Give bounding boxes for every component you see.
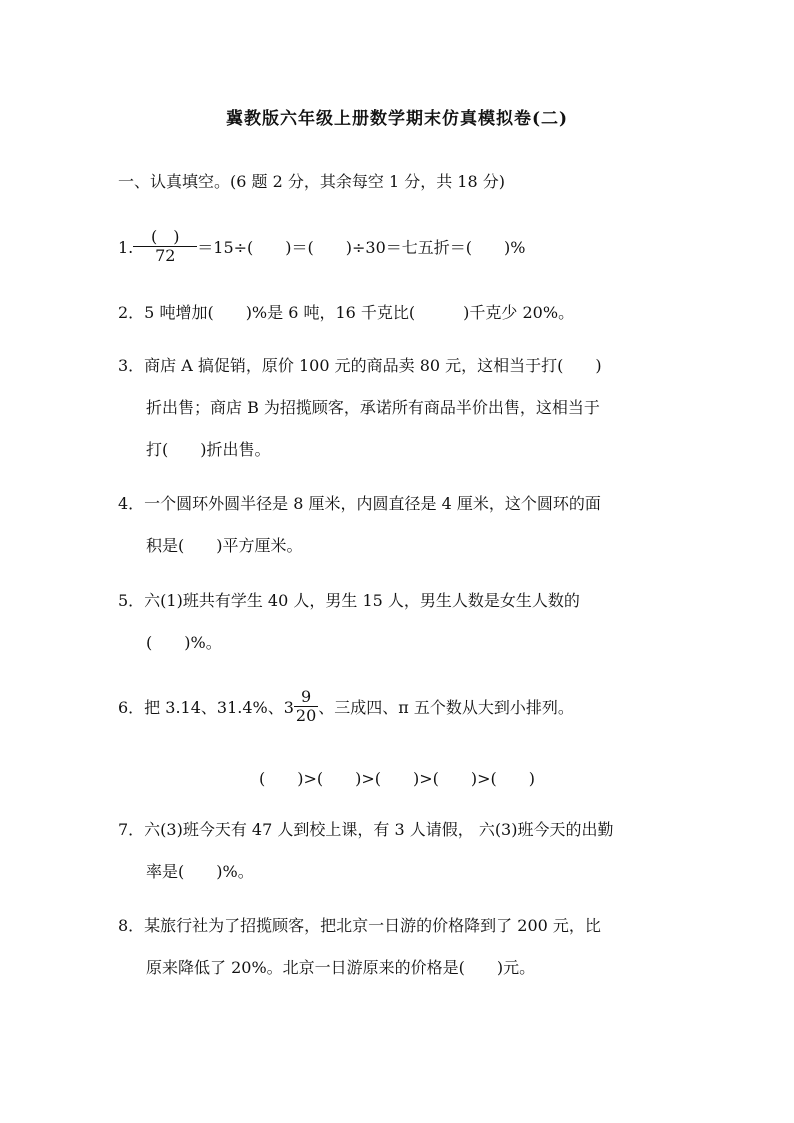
question-7-line-1: 7．六(3)班今天有 47 人到校上课，有 3 人请假， 六(3)班今天的出勤	[118, 820, 614, 839]
fraction	[294, 688, 318, 725]
fraction	[133, 228, 197, 265]
fraction-denominator: 20	[295, 706, 317, 725]
question-3-line-1: 3．商店 A 搞促销，原价 100 元的商品卖 80 元，这相当于打( )	[118, 356, 602, 375]
fraction-numerator: 9	[294, 688, 318, 707]
question-7-line-2: 率是( )%。	[146, 862, 254, 881]
question-4-line-1: 4．一个圆环外圆半径是 8 厘米，内圆直径是 4 厘米，这个圆环的面	[118, 494, 601, 513]
question-4-line-2: 积是( )平方厘米。	[146, 536, 303, 555]
question-text: 6．把 3.14、31.4%、3	[118, 698, 294, 717]
fraction-denominator: 72	[155, 246, 176, 265]
question-number: 1.	[118, 238, 134, 257]
question-1	[118, 228, 525, 268]
question-text: ＝15÷( )＝( )÷30＝七五折＝( )%	[197, 238, 526, 257]
ordering-blanks: ( )>( )>( )>( )>( )	[258, 769, 536, 788]
question-6	[118, 688, 574, 728]
question-text: 、三成四、π 五个数从大到小排列。	[318, 698, 574, 717]
question-3-line-3: 打( )折出售。	[146, 440, 271, 459]
question-5-line-1: 5．六(1)班共有学生 40 人，男生 15 人，男生人数是女生人数的	[118, 591, 580, 610]
question-3-line-2: 折出售；商店 B 为招揽顾客，承诺所有商品半价出售，这相当于	[146, 398, 600, 417]
fraction-numerator: ( )	[133, 228, 197, 247]
question-8-line-2: 原来降低了 20%。北京一日游原来的价格是( )元。	[146, 958, 536, 977]
section-heading: 一、认真填空。(6 题 2 分，其余每空 1 分，共 18 分)	[118, 172, 505, 191]
page-title: 冀教版六年级上册数学期末仿真模拟卷(二)	[225, 109, 569, 129]
question-2: 2．5 吨增加( )%是 6 吨，16 千克比( )千克少 20%。	[118, 303, 575, 322]
question-8-line-1: 8．某旅行社为了招揽顾客，把北京一日游的价格降到了 200 元，比	[118, 916, 601, 935]
question-5-line-2: ( )%。	[146, 633, 222, 652]
